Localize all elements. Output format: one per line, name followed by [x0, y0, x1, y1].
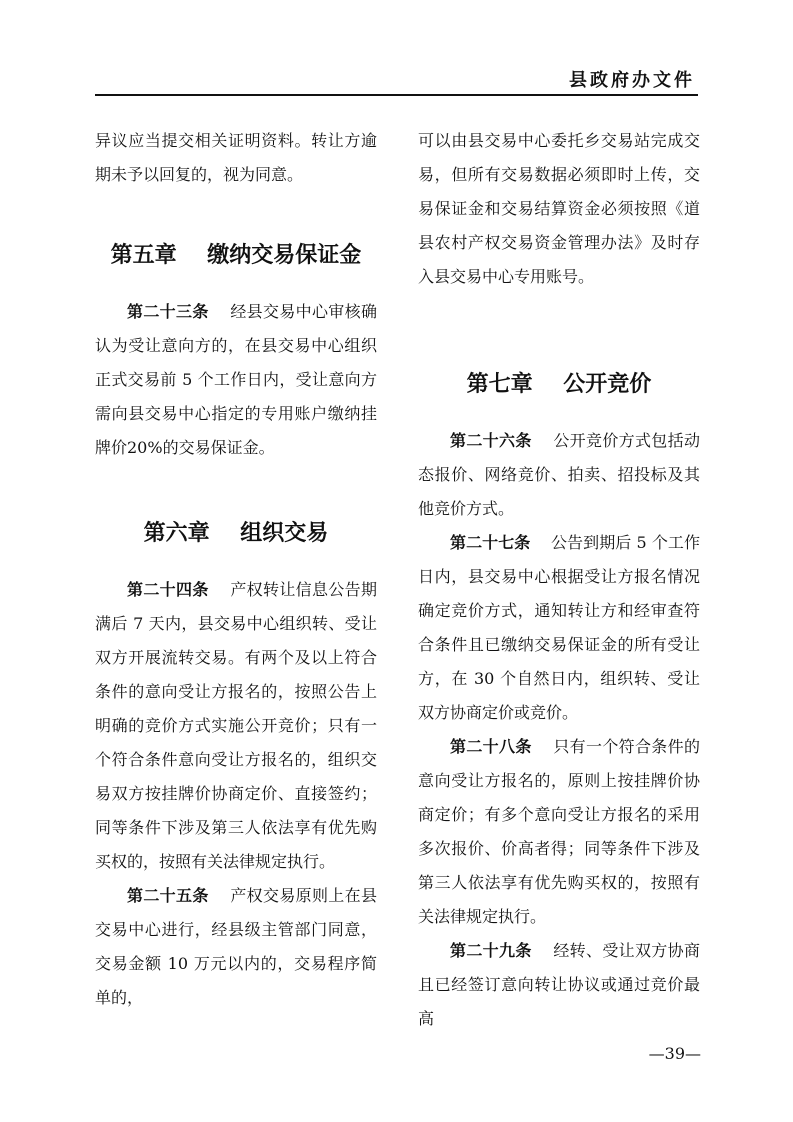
chapter-7-heading: 第七章 公开竞价 [466, 372, 652, 397]
left-column [95, 124, 377, 1015]
paragraph-continuation-right: 可以由县交易中心委托乡交易站完成交易，但所有交易数据必须即时上传，交易保证金和交易结算资金必须按照《道县农村产权交易资金管理办法》及时存入县交易中心专用账号。 [418, 131, 700, 286]
article-26-label: 第二十六条 [450, 431, 532, 450]
article-25-text: 产权交易原则上在县交易中心进行，经县级主管部门同意，交易金额 10 万元以内的，交易程序简单的， [95, 886, 377, 1007]
article-28-label: 第二十八条 [450, 737, 532, 756]
article-29 [418, 934, 700, 1036]
article-27-text: 公告到期后 5 个工作日内，县交易中心根据受让方报名情况确定竞价方式，通知转让方和经审查符合条件且已缴纳交易保证金的所有受让方，在 30 个自然日内，组织转、受让双方协商定价或竞价。 [418, 533, 700, 722]
article-23 [95, 295, 377, 465]
article-28 [418, 730, 700, 934]
article-27 [418, 526, 700, 730]
article-26 [418, 424, 700, 526]
article-23-text: 经县交易中心审核确认为受让意向方的，在县交易中心组织正式交易前 5 个工作日内，受让意向方需向县交易中心指定的专用账户缴纳挂牌价20%的交易保证金。 [95, 302, 377, 457]
page-number: —39— [648, 1044, 701, 1063]
header-rule [95, 94, 698, 96]
chapter-6-heading: 第六章 组织交易 [143, 521, 329, 546]
article-27-label: 第二十七条 [450, 533, 531, 552]
chapter-5-heading: 第五章 缴纳交易保证金 [110, 243, 362, 268]
article-29-label: 第二十九条 [450, 941, 532, 960]
article-25 [95, 879, 377, 1015]
article-29-text: 经转、受让双方协商且已经签订意向转让协议或通过竞价最高 [418, 941, 700, 1028]
document-header-title: 县政府办文件 [569, 70, 695, 91]
article-28-text: 只有一个符合条件的意向受让方报名的，原则上按挂牌价协商定价；有多个意向受让方报名的采用多次报价、价高者得；同等条件下涉及第三人依法享有优先购买权的，按照有关法律规定执行。 [418, 737, 700, 926]
paragraph-continuation-left: 异议应当提交相关证明资料。转让方逾期未予以回复的，视为同意。 [95, 131, 377, 184]
article-24 [95, 573, 377, 879]
article-24-label: 第二十四条 [127, 580, 209, 599]
article-23-label: 第二十三条 [127, 302, 209, 321]
article-26-text: 公开竞价方式包括动态报价、网络竞价、拍卖、招投标及其他竞价方式。 [418, 431, 700, 518]
article-24-text: 产权转让信息公告期满后 7 天内，县交易中心组织转、受让双方开展流转交易。有两个及以上符合条件的意向受让方报名的，按照公告上明确的竞价方式实施公开竞价；只有一个符合条件意向受让方报名的，组织交易双方按挂牌价协商定价、直接签约；同等条件下涉及第三人依法享有优先购买权的，按照有关法律规定执行。 [95, 580, 377, 871]
article-25-label: 第二十五条 [127, 886, 209, 905]
right-column [418, 124, 700, 1036]
